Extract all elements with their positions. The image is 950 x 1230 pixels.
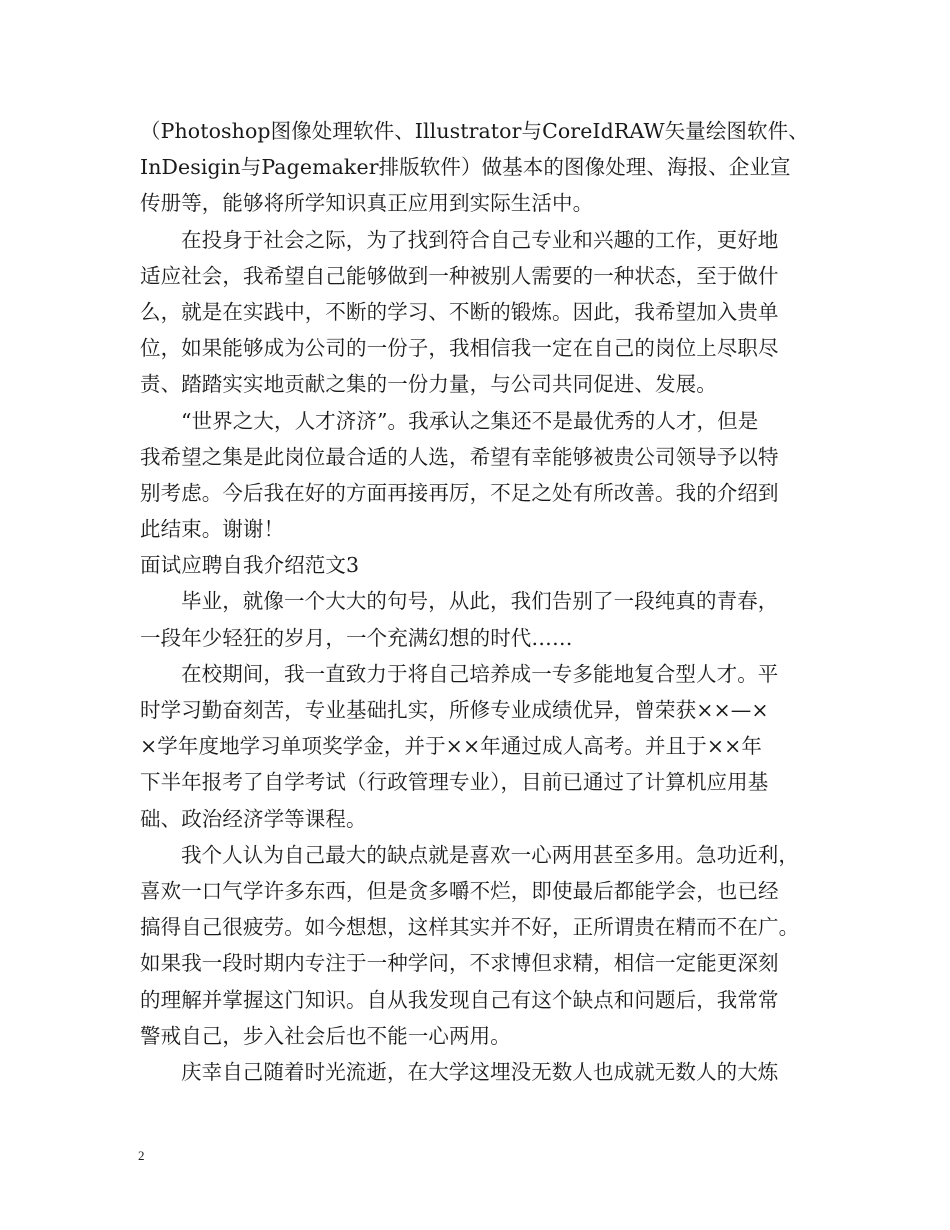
text-line: 此结束。谢谢！ bbox=[140, 517, 285, 542]
text-line: 责、踏踏实实地贡献之集的一份力量，与公司共同促进、发展。 bbox=[140, 372, 717, 397]
text-line: 搞得自己很疲劳。如今想想，这样其实并不好，正所谓贵在精而不在广。 bbox=[140, 915, 800, 940]
page-number: 2 bbox=[138, 1148, 145, 1163]
text-line: 下半年报考了自学考试（行政管理专业），目前已通过了计算机应用基 bbox=[140, 770, 769, 795]
text-line: ×学年度地学习单项奖学金，并于××年通过成人高考。并且于××年 bbox=[140, 734, 762, 759]
text-line: 喜欢一口气学许多东西，但是贪多嚼不烂，即使最后都能学会，也已经 bbox=[140, 878, 779, 903]
text-line: （Photoshop图像处理软件、Illustrator与CoreIdRAW矢量绘图软件、 bbox=[140, 119, 809, 143]
text-line: 庆幸自己随着时光流逝，在大学这埋没无数人也成就无数人的大炼 bbox=[181, 1059, 779, 1084]
text-line: 我希望之集是此岗位最合适的人选，希望有幸能够被贵公司领导予以特 bbox=[140, 444, 779, 469]
text-line: 我个人认为自己最大的缺点就是喜欢一心两用甚至多用。急功近利， bbox=[181, 842, 799, 867]
text-line: 的理解并掌握这门知识。自从我发现自己有这个缺点和问题后，我常常 bbox=[140, 987, 779, 1012]
text-line: 时学习勤奋刻苦，专业基础扎实，所修专业成绩优异，曾荣获××—× bbox=[140, 698, 769, 722]
text-line: 警戒自己，步入社会后也不能一心两用。 bbox=[140, 1023, 511, 1048]
text-line: 适应社会，我希望自己能够做到一种被别人需要的一种状态，至于做什 bbox=[140, 263, 779, 288]
text-line: InDesigin与Pagemaker排版软件）做基本的图像处理、海报、企业宣 bbox=[140, 155, 791, 180]
document-body bbox=[140, 113, 820, 1090]
text-line: 一段年少轻狂的岁月，一个充满幻想的时代…… bbox=[140, 625, 573, 650]
text-line: 毕业，就像一个大大的句号，从此，我们告别了一段纯真的青春， bbox=[181, 589, 779, 614]
text-line: 如果我一段时期内专注于一种学问，不求博但求精，相信一定能更深刻 bbox=[140, 951, 779, 976]
text-line: 传册等，能够将所学知识真正应用到实际生活中。 bbox=[140, 191, 594, 216]
text-line: 础、政治经济学等课程。 bbox=[140, 806, 367, 831]
text-line: 位，如果能够成为公司的一份子，我相信我一定在自己的岗位上尽职尽 bbox=[140, 336, 779, 361]
text-line: 么，就是在实践中，不断的学习、不断的锻炼。因此，我希望加入贵单 bbox=[140, 299, 779, 324]
text-line: “世界之大，人才济济”。我承认之集还不是最优秀的人才，但是 bbox=[181, 408, 759, 433]
text-line: 在投身于社会之际，为了找到符合自己专业和兴趣的工作，更好地 bbox=[181, 227, 779, 252]
text-line: 在校期间，我一直致力于将自己培养成一专多能地复合型人才。平 bbox=[181, 661, 779, 686]
text-line: 面试应聘自我介绍范文3 bbox=[140, 553, 360, 578]
text-line: 别考虑。今后我在好的方面再接再厉，不足之处有所改善。我的介绍到 bbox=[140, 480, 779, 505]
